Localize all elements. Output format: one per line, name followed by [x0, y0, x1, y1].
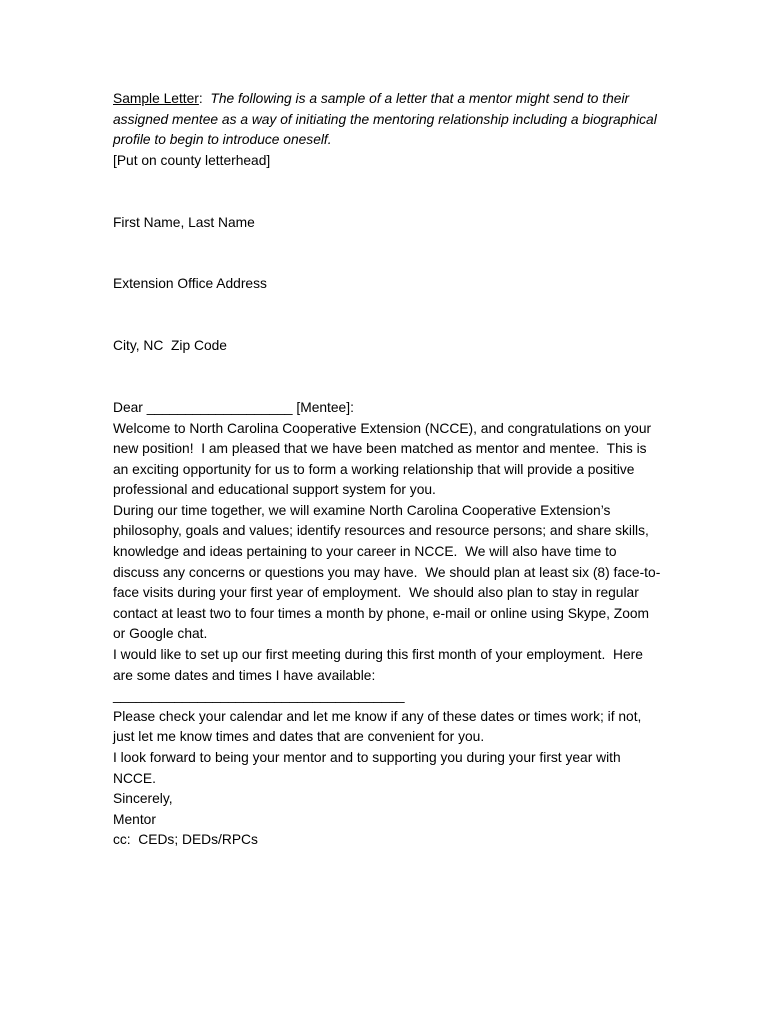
intro-description: The following is a sample of a letter that a mentor might send to their assigned mentee as a way of initiating the mentoring relationship including a biographical profile to begin to introduce oneself. [113, 91, 661, 148]
availability-fill-in-blank: ______________________________________ [113, 688, 405, 704]
intro-colon: : [198, 91, 211, 106]
salutation-prefix: Dear [113, 399, 147, 415]
address-block [113, 171, 665, 398]
address-line-office: Extension Office Address [113, 276, 267, 292]
intro-paragraph [113, 89, 665, 151]
during-paragraph: During our time together, we will examine North Carolina Cooperative Extension’s philosophy, goals and values; identify resources and resource persons; and share skills, knowledge and ideas pertaining to your career in NCCE. We will also have time to discuss any concerns or questions you may have. We should plan at least six (8) face-to-face visits during your first year of employment. We should also plan to stay in regular contact at least two to four times a month by phone, e-mail or online using Skype, Zoom or Google chat. [113, 502, 661, 642]
meeting-paragraph: I would like to set up our first meeting during this first month of your employment. Here are some dates and times I have available: [113, 647, 647, 683]
please-check-paragraph: Please check your calendar and let me know if any of these dates or times work; if not, just let me know times and dates that are convenient for you. [113, 708, 646, 745]
address-line-city: City, NC Zip Code [113, 338, 227, 354]
look-forward-paragraph: I look forward to being your mentor and to supporting you during your first year with NCCE. [113, 750, 625, 786]
closing: Sincerely, [113, 791, 173, 807]
address-line-name: First Name, Last Name [113, 214, 255, 230]
cc-line: cc: CEDs; DEDs/RPCs [113, 832, 258, 848]
salutation [113, 398, 665, 419]
sample-letter-label: Sample Letter [113, 91, 199, 106]
welcome-paragraph: Welcome to North Carolina Cooperative Extension (NCCE), and congratulations on your new position! I am pleased that we have been matched as mentor and mentee. This is an exciting opportunity for us to form a working relationship that will provide a positive professional and educational support system for you. [113, 420, 655, 498]
signature: Mentor [113, 811, 156, 827]
salutation-fill-in-blank: ___________________ [146, 399, 293, 415]
letterhead-note: [Put on county letterhead] [113, 152, 271, 168]
salutation-suffix: [Mentee]: [292, 399, 354, 415]
